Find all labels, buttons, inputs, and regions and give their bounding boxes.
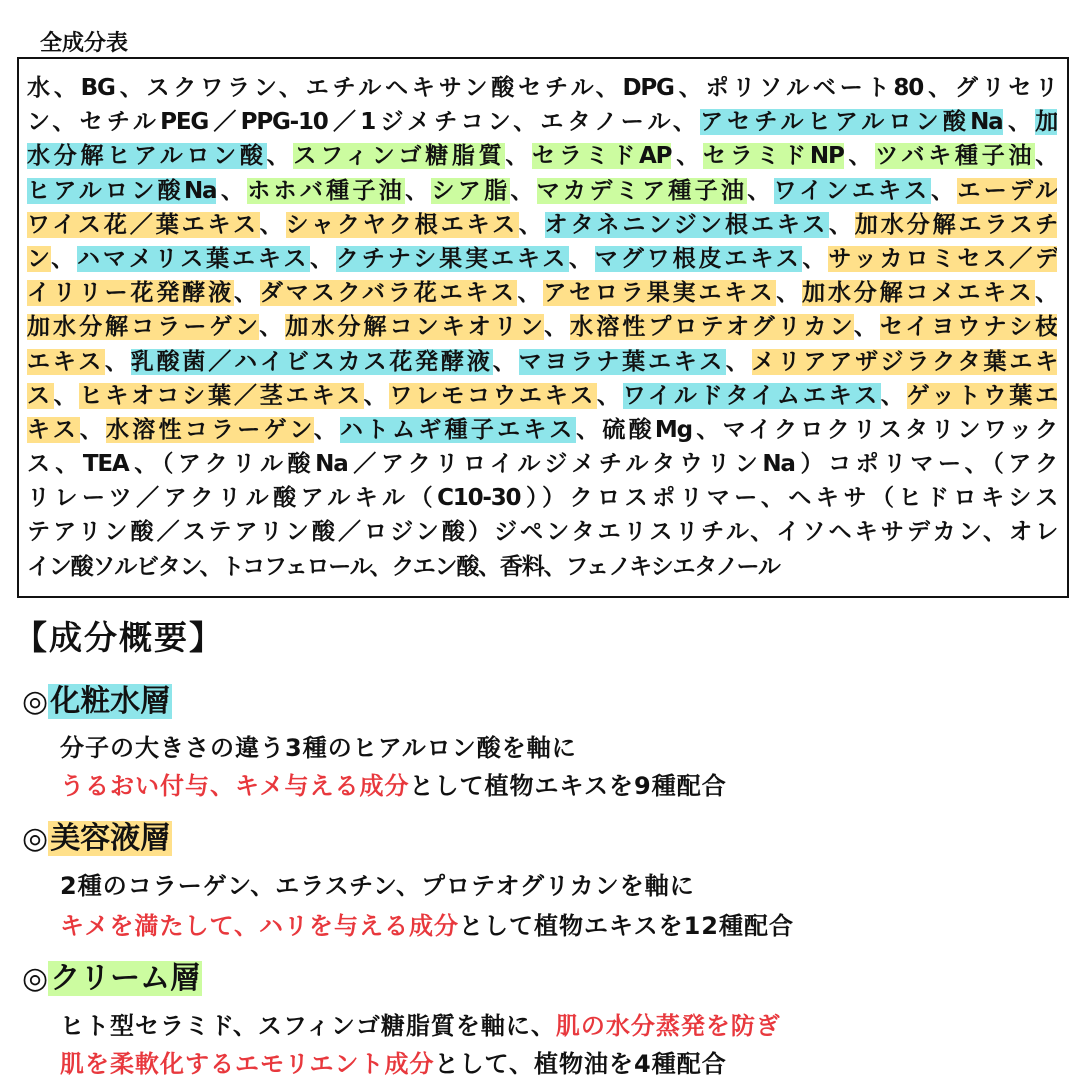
- highlighted-ingredient: エーデル: [957, 177, 1057, 204]
- text-segment: 、: [53, 382, 80, 409]
- highlighted-ingredient: マヨラナ葉エキス: [518, 348, 726, 375]
- text-segment: 、: [747, 177, 774, 204]
- text-segment: 、: [104, 348, 131, 375]
- highlighted-ingredient: 水溶性プロテオグリカン: [570, 314, 854, 341]
- ingredient-line: [27, 208, 1057, 242]
- text-segment: 、: [505, 143, 533, 170]
- section-body-line: [60, 766, 727, 801]
- text-segment: 、: [843, 143, 876, 170]
- highlighted-ingredient: 加水分解エラスチ: [854, 211, 1057, 238]
- highlighted-ingredient: スフィンゴ糖脂質: [293, 143, 506, 170]
- ingredient-line: [27, 71, 1057, 105]
- section-name: クリーム層: [50, 961, 201, 996]
- text-segment: 、: [1035, 143, 1057, 170]
- section-heading: [22, 676, 172, 720]
- text-segment: 、: [259, 211, 286, 238]
- highlighted-ingredient: シャクヤク根エキス: [285, 211, 519, 238]
- ingredient-line: [27, 276, 1057, 310]
- highlighted-ingredient: ワレモコウエキス: [389, 382, 597, 409]
- ingredient-line: [27, 345, 1057, 379]
- text-segment: 、: [510, 177, 537, 204]
- text-segment: ヒト型セラミド、スフィンゴ糖脂質を軸に、: [60, 1012, 556, 1040]
- text-segment: 、: [568, 245, 595, 272]
- highlighted-ingredient: キス: [27, 416, 80, 443]
- text-segment: 、硫酸Mg、マイクロクリスタリンワック: [576, 416, 1057, 443]
- text-segment: 、: [828, 211, 855, 238]
- text-segment: として植物エキスを9種配合: [409, 772, 727, 800]
- text-segment: 、: [233, 280, 260, 307]
- highlighted-ingredient: クチナシ果実エキス: [335, 245, 569, 272]
- highlighted-ingredient: アセロラ果実エキス: [543, 280, 777, 307]
- text-segment: 、: [259, 314, 286, 341]
- section-heading: [22, 813, 172, 857]
- highlighted-ingredient: エキス: [27, 348, 105, 375]
- highlighted-ingredient: サッカロミセス／デ: [828, 245, 1057, 272]
- text-segment: 、: [492, 348, 519, 375]
- highlighted-ingredient: ハマメリス葉エキス: [77, 245, 310, 272]
- highlighted-ingredient: ハトムギ種子エキス: [340, 416, 577, 443]
- highlighted-ingredient: ワイス花／葉エキス: [27, 211, 260, 238]
- text-segment: 、: [853, 314, 880, 341]
- highlighted-ingredient: オタネニンジン根エキス: [544, 211, 829, 238]
- highlighted-ingredient: 加: [1035, 109, 1057, 136]
- ingredient-line: [27, 550, 1057, 584]
- text-segment: 、: [363, 382, 390, 409]
- highlighted-ingredient: マグワ根皮エキス: [594, 245, 803, 272]
- text-segment: 、: [776, 280, 803, 307]
- text-segment: 、: [596, 382, 623, 409]
- highlighted-ingredient: ヒアルロン酸Na: [27, 177, 217, 204]
- emphasis-text: 肌を柔軟化するエモリエント成分: [60, 1050, 435, 1078]
- text-segment: ン、セチルPEG／PPG-10／1ジメチコン、エタノール、: [27, 109, 701, 136]
- section-body-line: [60, 866, 695, 901]
- text-segment: イン酸ソルビタン、トコフェロール、クエン酸、香料、フェノキシエタノール: [27, 553, 780, 580]
- text-segment: 、: [725, 348, 752, 375]
- highlighted-ingredient: ホホバ種子油: [247, 177, 406, 204]
- highlighted-ingredient: 水溶性コラーゲン: [106, 416, 314, 443]
- ingredient-line: [27, 242, 1057, 276]
- highlighted-ingredient: セラミドAP: [532, 143, 672, 170]
- highlighted-ingredient: 加水分解コンキオリン: [285, 314, 545, 341]
- emphasis-text: 肌の水分蒸発を防ぎ: [555, 1012, 781, 1040]
- text-segment: テアリン酸／ステアリン酸／ロジン酸）ジペンタエリスリチル、イソヘキサデカン、オレ: [27, 519, 1057, 546]
- highlighted-ingredient: 加水分解コラーゲン: [27, 314, 260, 341]
- text-segment: 、: [79, 416, 107, 443]
- text-segment: 、: [517, 280, 544, 307]
- text-segment: 2種のコラーゲン、エラスチン、プロテオグリカンを軸に: [60, 872, 695, 900]
- emphasis-text: うるおい付与、キメ与える成分: [60, 772, 410, 800]
- section-body-line: [60, 906, 794, 941]
- section-name: 美容液層: [50, 821, 171, 856]
- text-segment: として、植物油を4種配合: [434, 1050, 727, 1078]
- highlighted-ingredient: ワインエキス: [773, 177, 932, 204]
- highlighted-ingredient: 乳酸菌／ハイビスカス花発酵液: [130, 348, 493, 375]
- text-segment: として植物エキスを12種配合: [459, 912, 794, 940]
- summary-title: 【成分概要】: [14, 618, 224, 657]
- text-segment: 、: [405, 177, 432, 204]
- highlighted-ingredient: セラミドNP: [702, 143, 844, 170]
- ingredient-line: [27, 379, 1057, 413]
- highlighted-ingredient: 水分解ヒアルロン酸: [27, 143, 267, 170]
- text-segment: 、: [802, 245, 829, 272]
- highlighted-ingredient: ワイルドタイムエキス: [622, 382, 881, 409]
- highlighted-ingredient: ゲットウ葉エ: [906, 382, 1057, 409]
- highlighted-ingredient: マカデミア種子油: [536, 177, 748, 204]
- highlighted-ingredient: ス: [27, 382, 54, 409]
- ingredient-line: [27, 174, 1057, 208]
- emphasis-text: キメを満たして、ハリを与える成分: [60, 912, 460, 940]
- section-body-line: [60, 728, 577, 763]
- highlighted-ingredient: メリアアザジラクタ葉エキ: [751, 348, 1057, 375]
- ingredient-line: [27, 310, 1057, 344]
- highlighted-ingredient: セイヨウナシ枝: [879, 314, 1057, 341]
- ingredient-line: [27, 105, 1057, 139]
- text-segment: 、: [931, 177, 958, 204]
- bullet-mark: ◎: [22, 821, 49, 856]
- text-segment: 分子の大きさの違う3種のヒアルロン酸を軸に: [60, 734, 577, 762]
- ingredient-line: [27, 447, 1057, 481]
- text-segment: 、: [310, 245, 336, 272]
- text-segment: 、: [671, 143, 703, 170]
- section-body-line: [60, 1006, 781, 1041]
- ingredient-line: [27, 413, 1057, 447]
- highlighted-ingredient: ツバキ種子油: [875, 143, 1036, 170]
- section-name: 化粧水層: [50, 684, 171, 719]
- ingredient-line: [27, 515, 1057, 549]
- highlighted-ingredient: イリリー花発酵液: [27, 280, 234, 307]
- text-segment: 、: [544, 314, 571, 341]
- ingredients-box: [17, 57, 1069, 598]
- highlighted-ingredient: ヒキオコシ葉／茎エキス: [79, 382, 364, 409]
- bullet-mark: ◎: [22, 961, 49, 996]
- ingredient-line: [27, 139, 1057, 173]
- text-segment: リレーツ／アクリル酸アルキル（C10-30））クロスポリマー、ヘキサ（ヒドロキシス: [27, 485, 1057, 512]
- text-segment: 、: [1002, 109, 1036, 136]
- section-body-line: [60, 1044, 727, 1079]
- text-segment: 、: [313, 416, 341, 443]
- text-segment: 水、BG、スクワラン、エチルヘキサン酸セチル、DPG、ポリソルベート80、グリセリ: [27, 75, 1057, 101]
- ingredients-title: 全成分表: [40, 31, 129, 56]
- text-segment: 、: [266, 143, 294, 170]
- highlighted-ingredient: 加水分解コメエキス: [802, 280, 1036, 307]
- text-segment: 、: [1035, 280, 1057, 307]
- text-segment: 、: [51, 245, 77, 272]
- text-segment: 、: [216, 177, 248, 204]
- highlighted-ingredient: ダマスクバラ花エキス: [259, 280, 518, 307]
- text-segment: ス、TEA、（アクリル酸Na／アクリロイルジメチルタウリンNa）コポリマー、（アク: [27, 451, 1057, 478]
- text-segment: 、: [518, 211, 545, 238]
- ingredient-line: [27, 481, 1057, 515]
- text-segment: 、: [880, 382, 907, 409]
- section-heading: [22, 953, 202, 997]
- bullet-mark: ◎: [22, 684, 49, 719]
- highlighted-ingredient: シア脂: [431, 177, 511, 204]
- highlighted-ingredient: ン: [27, 245, 52, 272]
- highlighted-ingredient: アセチルヒアルロン酸Na: [700, 109, 1003, 136]
